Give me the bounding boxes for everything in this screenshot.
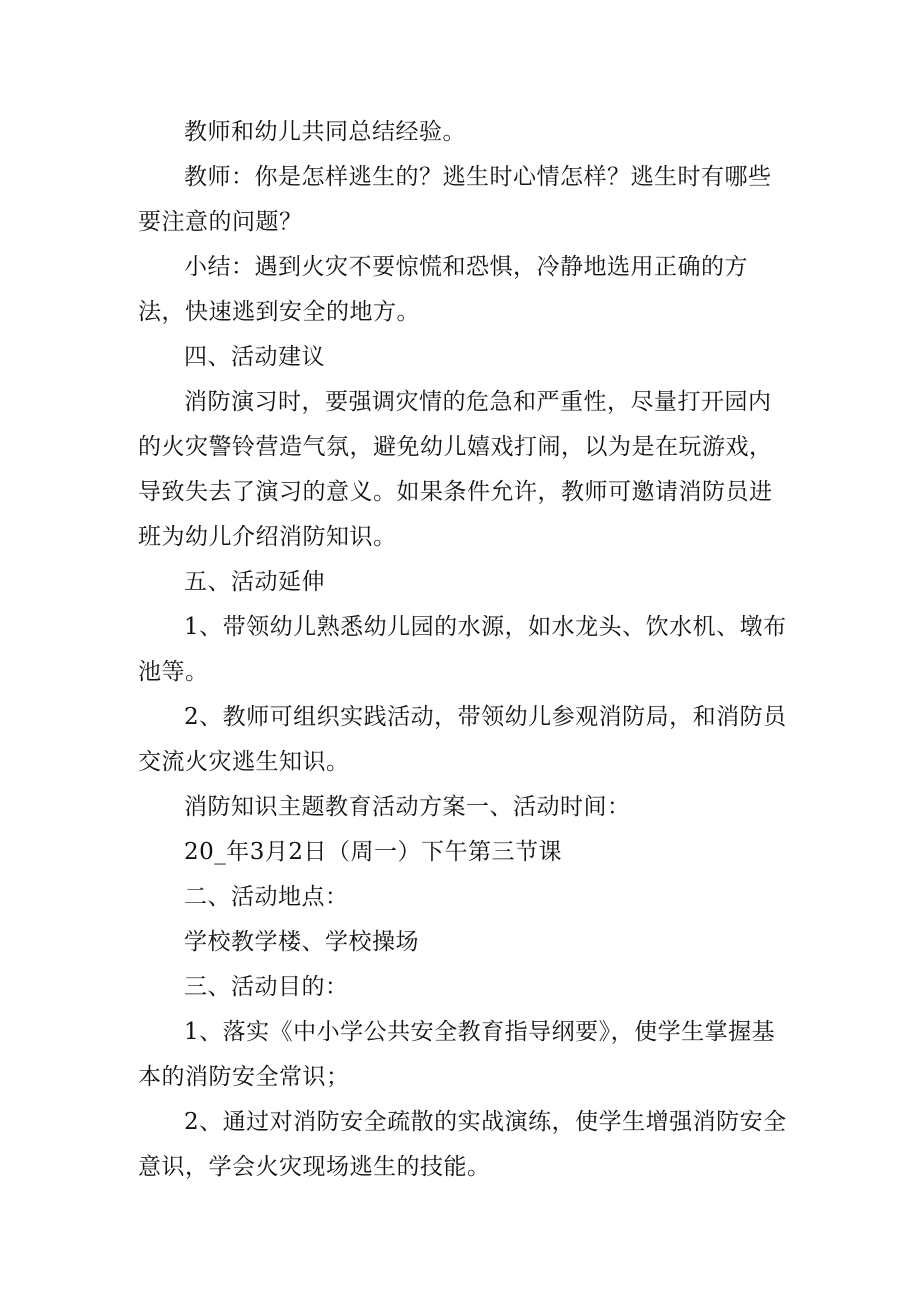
paragraph-teacher-questions: 教师：你是怎样逃生的？逃生时心情怎样？逃生时有哪些要注意的问题？ (138, 164, 772, 235)
paragraph-extension-item-1: 1、带领幼儿熟悉幼儿园的水源，如水龙头、饮水机、墩布池等。 (138, 614, 787, 685)
paragraph-summary-intro: 教师和幼儿共同总结经验。 (184, 119, 466, 145)
heading-activity-extension: 五、活动延伸 (184, 569, 325, 595)
paragraph-activity-location: 学校教学楼、学校操场 (184, 929, 419, 955)
heading-activity-suggestions: 四、活动建议 (184, 344, 325, 370)
paragraph-purpose-item-2: 2、通过对消防安全疏散的实战演练，使学生增强消防安全意识，学会火灾现场逃生的技能。 (138, 1109, 787, 1180)
paragraph-extension-item-2: 2、教师可组织实践活动，带领幼儿参观消防局，和消防员交流火灾逃生知识。 (138, 704, 787, 775)
paragraph-conclusion: 小结：遇到火灾不要惊慌和恐惧，冷静地选用正确的方法，快速逃到安全的地方。 (138, 254, 748, 325)
document-body (138, 110, 788, 1190)
heading-activity-location: 二、活动地点： (184, 884, 349, 910)
paragraph-plan-title-time: 消防知识主题教育活动方案一、活动时间： (184, 794, 631, 820)
paragraph-purpose-item-1: 1、落实《中小学公共安全教育指导纲要》，使学生掌握基本的消防安全常识； (138, 1019, 776, 1090)
paragraph-drill-suggestions: 消防演习时，要强调灾情的危急和严重性，尽量打开园内的火灾警铃营造气氛，避免幼儿嬉戏打闹，以为是在玩游戏，导致失去了演习的意义。如果条件允许，教师可邀请消防员进班为幼儿介绍消防知识。 (138, 389, 773, 550)
heading-activity-purpose: 三、活动目的： (184, 974, 349, 1000)
paragraph-activity-time: 20_年3月2日（周一）下午第三节课 (184, 839, 563, 865)
